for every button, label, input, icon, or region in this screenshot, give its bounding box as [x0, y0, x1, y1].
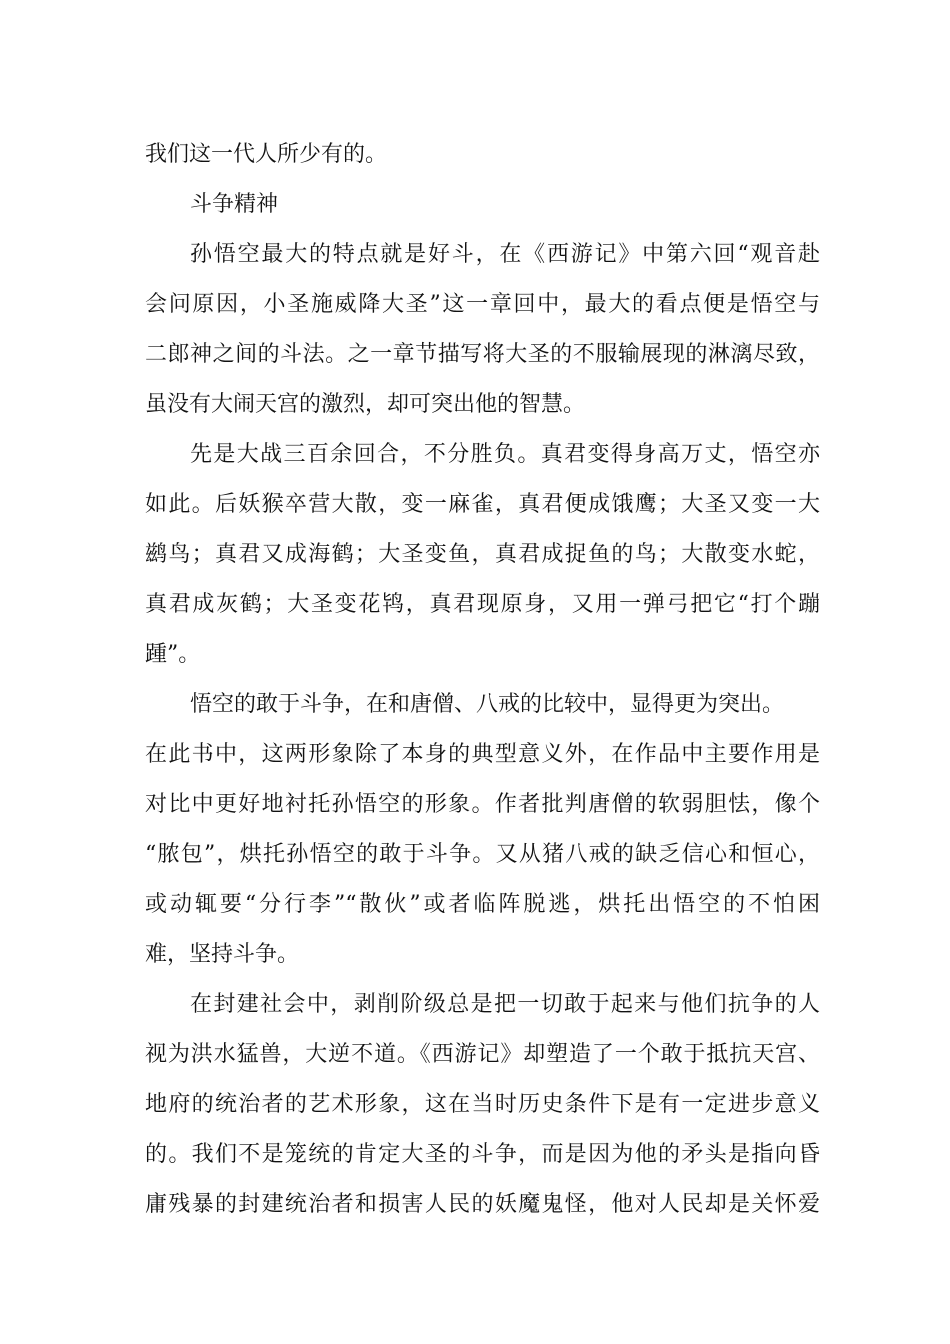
text-line: 在封建社会中，剥削阶级总是把一切敢于起来与他们抗争的人: [190, 992, 820, 1017]
text-line: 视为洪水猛兽，大逆不道。《西游记》却塑造了一个敢于抵抗天宫、: [145, 1042, 820, 1067]
text-line: 在此书中，这两形象除了本身的典型意义外，在作品中主要作用是: [145, 742, 820, 767]
text-line: 二郎神之间的斗法。之一章节描写将大圣的不服输展现的淋漓尽致，: [145, 342, 820, 367]
text-line: 踵”。: [145, 642, 201, 667]
text-line: 或动辄要“分行李”“散伙”或者临阵脱逃，烘托出悟空的不怕困: [145, 892, 820, 917]
section-heading: 斗争精神: [190, 192, 279, 217]
text-line: 真君成灰鹤；大圣变花鸨，真君现原身，又用一弹弓把它“打个蹦: [145, 592, 820, 617]
text-line: “脓包”，烘托孙悟空的敢于斗争。又从猪八戒的缺乏信心和恒心，: [145, 842, 820, 867]
document-body: [145, 130, 820, 1230]
text-line: 庸残暴的封建统治者和损害人民的妖魔鬼怪，他对人民却是关怀爱: [145, 1192, 820, 1217]
text-line: 虽没有大闹天宫的激烈，却可突出他的智慧。: [145, 392, 586, 417]
text-line: 先是大战三百余回合，不分胜负。真君变得身高万丈，悟空亦: [190, 442, 820, 467]
text-line: 的。我们不是笼统的肯定大圣的斗争，而是因为他的矛头是指向昏: [145, 1142, 820, 1167]
text-line: 难，坚持斗争。: [145, 942, 300, 967]
text-line: 地府的统治者的艺术形象，这在当时历史条件下是有一定进步意义: [145, 1092, 820, 1117]
text-line: 鹚鸟；真君又成海鹤；大圣变鱼，真君成捉鱼的鸟；大散变水蛇，: [145, 542, 820, 567]
text-line: 对比中更好地衬托孙悟空的形象。作者批判唐僧的软弱胆怯，像个: [145, 792, 820, 817]
text-line: 孙悟空最大的特点就是好斗，在《西游记》中第六回“观音赴: [190, 242, 820, 267]
text-line: 我们这一代人所少有的。: [145, 142, 388, 167]
text-line: 会问原因，小圣施威降大圣”这一章回中，最大的看点便是悟空与: [145, 292, 820, 317]
text-line: 悟空的敢于斗争，在和唐僧、八戒的比较中，显得更为突出。: [190, 692, 785, 717]
text-line: 如此。后妖猴卒营大散，变一麻雀，真君便成饿鹰；大圣又变一大: [145, 492, 820, 517]
